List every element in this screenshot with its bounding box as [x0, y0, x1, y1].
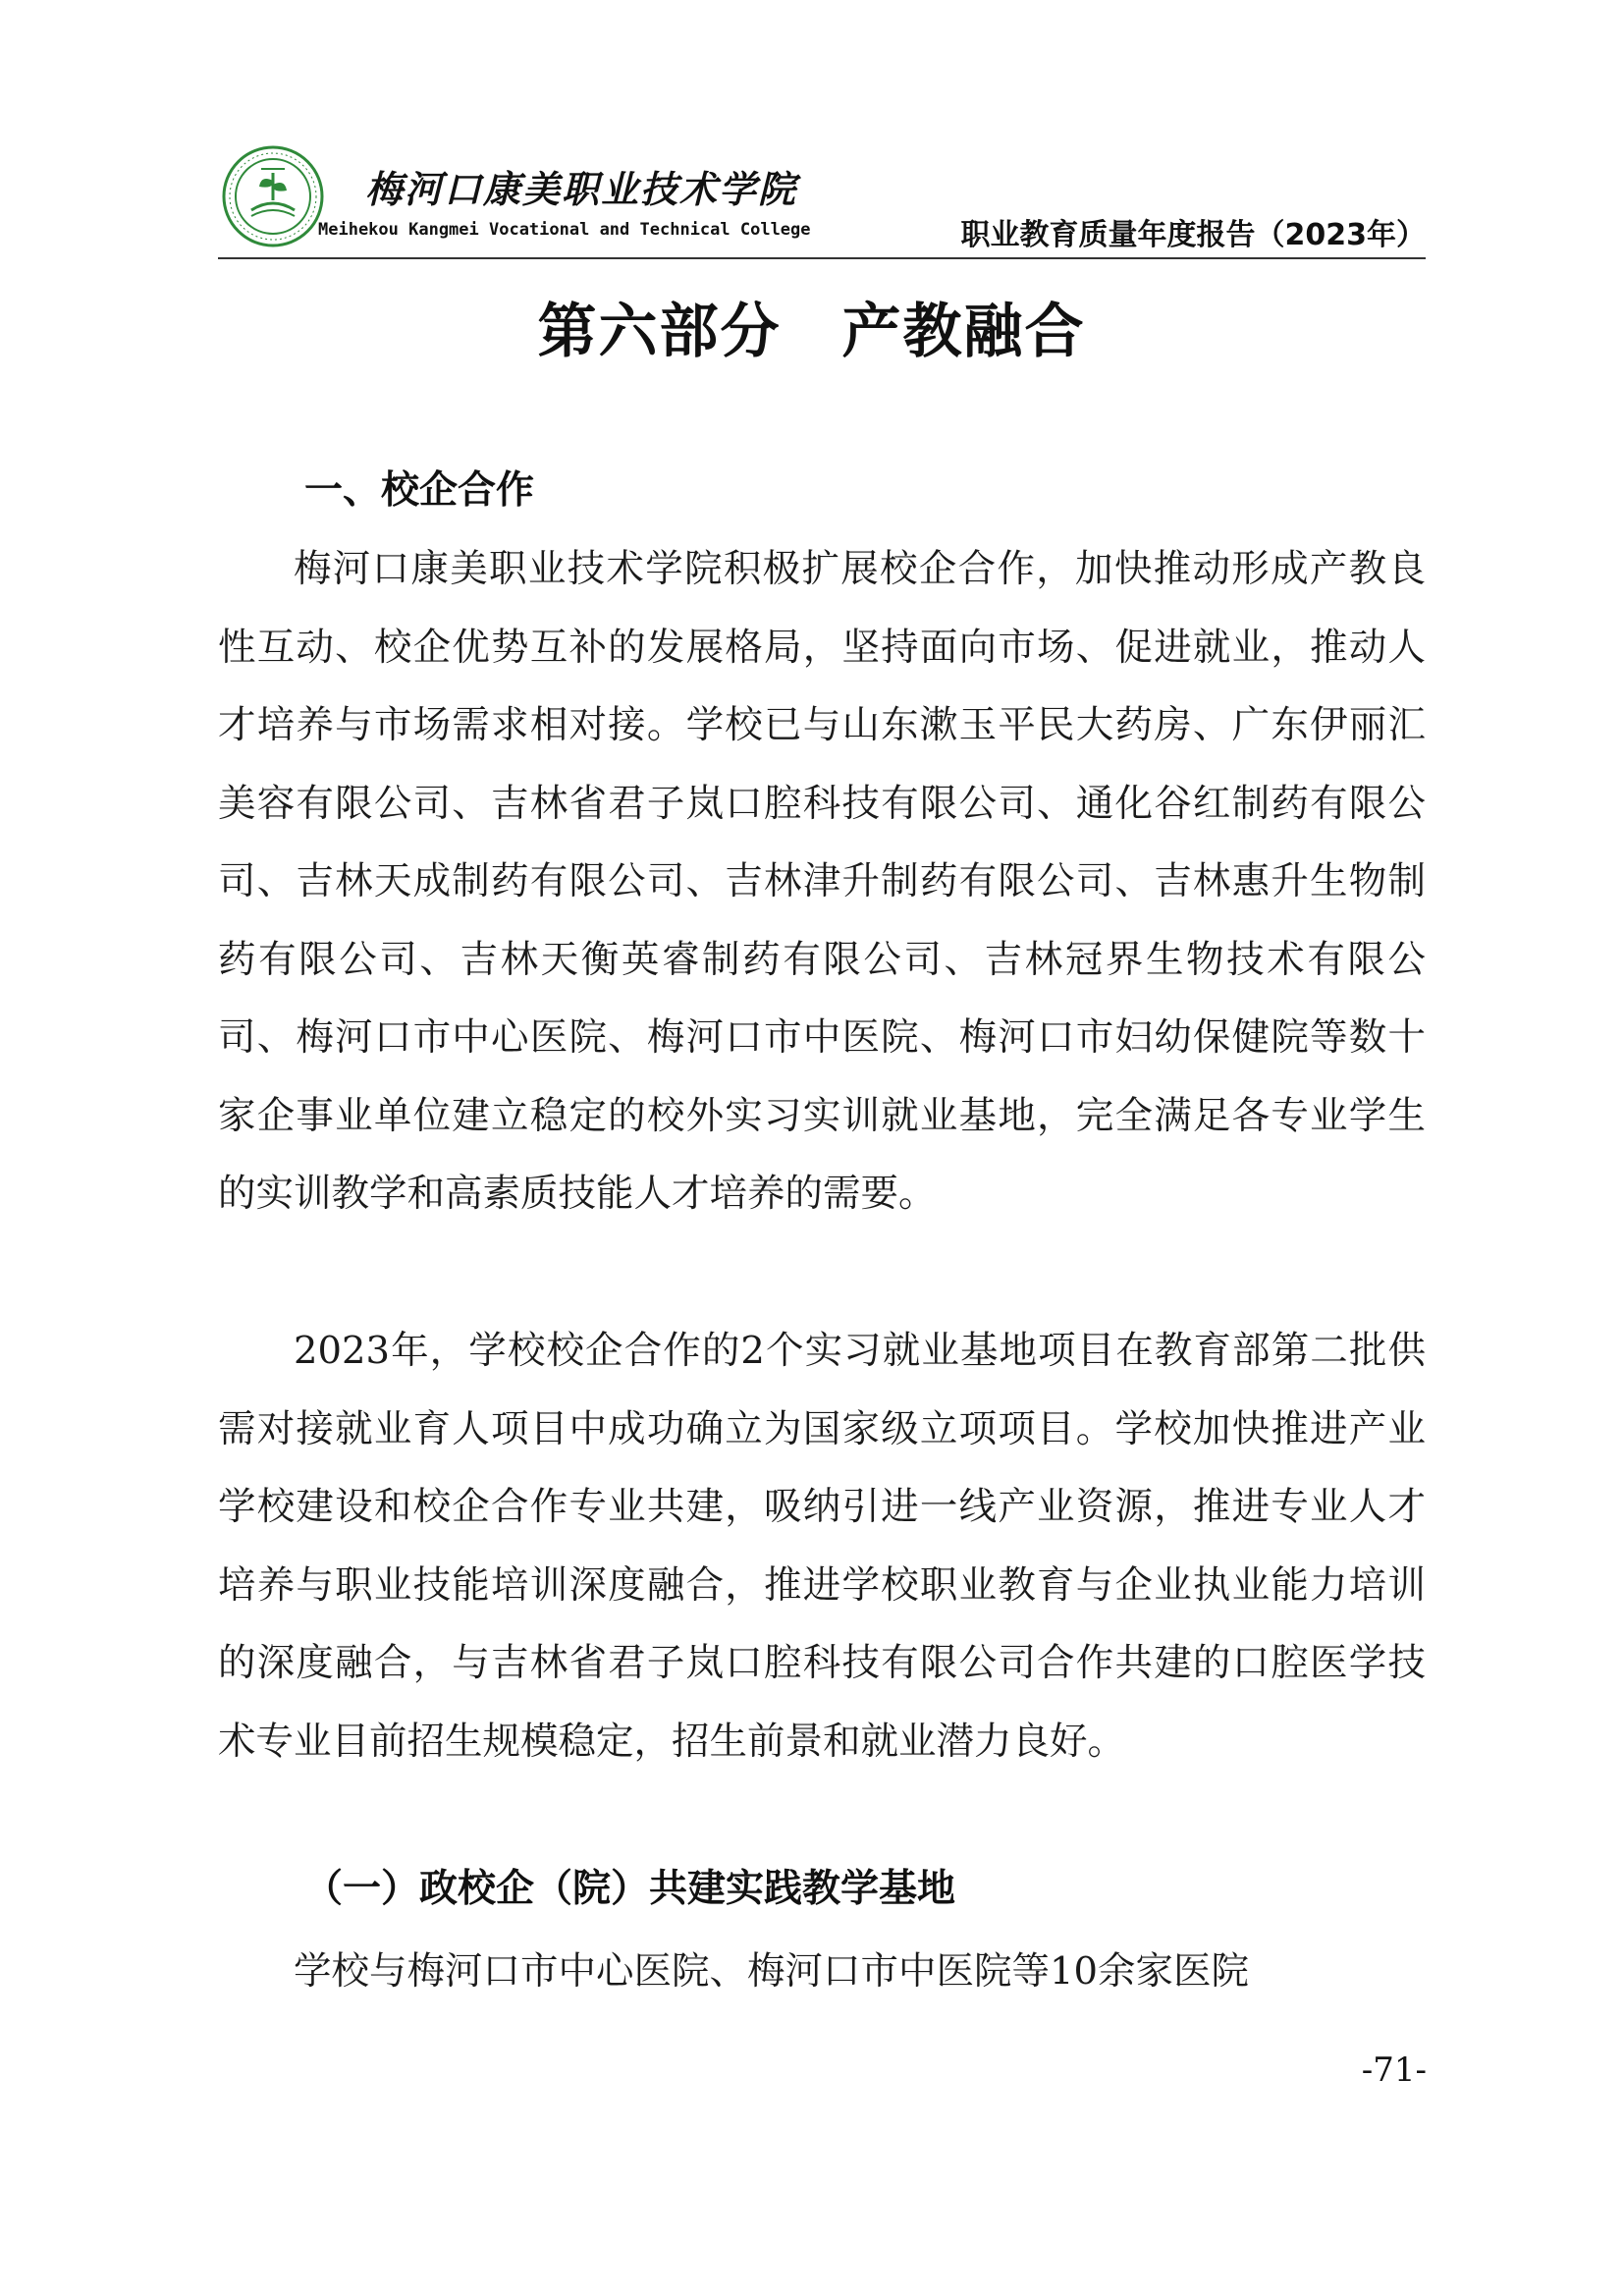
- school-name-cn: 梅河口康美职业技术学院: [365, 167, 798, 211]
- page-header: [218, 137, 1426, 259]
- subsection-heading: （一）政校企（院）共建实践教学基地: [304, 1866, 956, 1911]
- page-number: -71-: [1361, 2050, 1427, 2090]
- section-heading: 一、校企合作: [304, 468, 535, 513]
- report-title: 职业教育质量年度报告（2023年）: [960, 218, 1426, 252]
- body-paragraph: 梅河口康美职业技术学院积极扩展校企合作，加快推动形成产教良性互动、校企优势互补的发展格局，坚持面向市场、促进就业，推动人才培养与市场需求相对接。学校已与山东漱玉平民大药房、广东伊丽汇美容有限公司、吉林省君子岚口腔科技有限公司、通化谷红制药有限公司、吉林天成制药有限公司、吉林津升制药有限公司、吉林惠升生物制药有限公司、吉林天衡英睿制药有限公司、吉林冠界生物技术有限公司、梅河口市中心医院、梅河口市中医院、梅河口市妇幼保健院等数十家企事业单位建立稳定的校外实习实训就业基地，完全满足各专业学生的实训教学和高素质技能人才培养的需要。: [218, 547, 1426, 1216]
- part-title: 第六部分 产教融合: [537, 298, 1086, 366]
- body-paragraph: 学校与梅河口市中心医院、梅河口市中医院等10余家医院: [294, 1949, 1249, 1994]
- college-seal-logo: [222, 145, 324, 247]
- body-paragraph: 2023年，学校校企合作的2个实习就业基地项目在教育部第二批供需对接就业育人项目中成功确立为国家级立项项目。学校加快推进产业学校建设和校企合作专业共建，吸纳引进一线产业资源，推进专业人才培养与职业技能培训深度融合，推进学校职业教育与企业执业能力培训的深度融合，与吉林省君子岚口腔科技有限公司合作共建的口腔医学技术专业目前招生规模稳定，招生前景和就业潜力良好。: [218, 1329, 1426, 1764]
- school-name-en: Meihekou Kangmei Vocational and Technical College: [318, 220, 811, 240]
